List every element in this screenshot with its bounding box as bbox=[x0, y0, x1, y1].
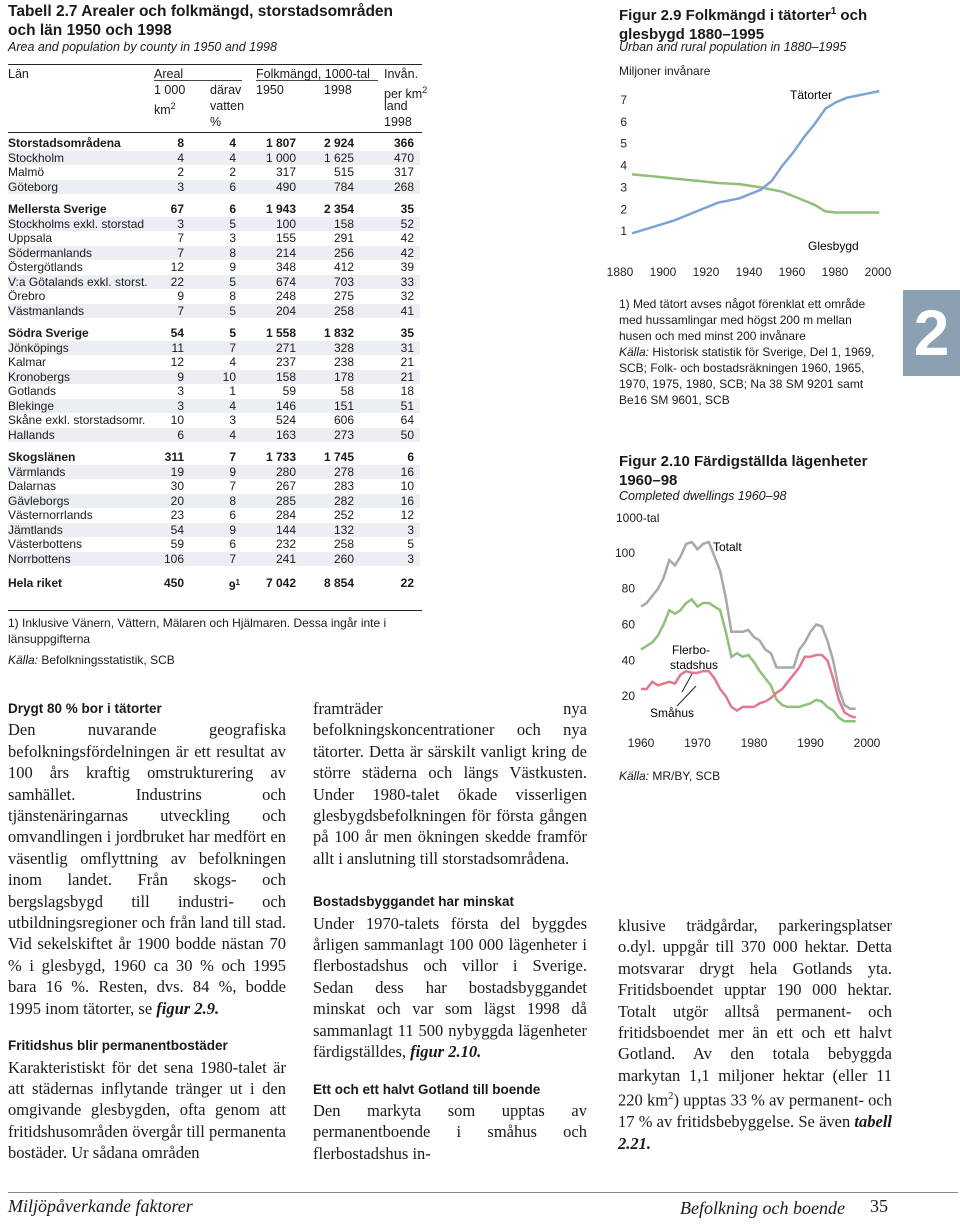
cell-v: 9 bbox=[229, 464, 236, 479]
cell-a: 54 bbox=[170, 326, 184, 340]
cell-lan: Skogslänen bbox=[8, 450, 76, 464]
table-row bbox=[8, 384, 420, 399]
cell-d: 64 bbox=[400, 413, 414, 427]
header-lan: Län bbox=[8, 67, 29, 81]
cell-p98: 1 745 bbox=[323, 450, 354, 464]
cell-a: 30 bbox=[170, 479, 184, 493]
cell-a: 23 bbox=[170, 508, 184, 522]
table-row bbox=[8, 508, 420, 523]
cell-v: 9 bbox=[229, 260, 236, 274]
header-vatten: vatten bbox=[210, 99, 245, 113]
header-1998: 1998 bbox=[324, 83, 352, 97]
cell-p50: 317 bbox=[275, 165, 296, 179]
cell-p98: 58 bbox=[340, 384, 354, 398]
cell-v: 5 bbox=[229, 274, 236, 289]
cell-p98: 1 625 bbox=[323, 150, 354, 165]
cell-d: 16 bbox=[400, 493, 414, 508]
cell-p50: 524 bbox=[275, 413, 296, 427]
header-1950: 1950 bbox=[256, 83, 284, 97]
cell-v: 10 bbox=[222, 369, 236, 384]
cell-d: 366 bbox=[393, 136, 414, 150]
cell-p50: 155 bbox=[275, 231, 296, 245]
page-number: 35 bbox=[870, 1196, 888, 1216]
cell-a: 59 bbox=[170, 537, 184, 551]
cell-d: 33 bbox=[400, 274, 414, 289]
header-km2: $km^2$ bbox=[154, 101, 176, 118]
footer-right: Befolkning och boende bbox=[680, 1198, 845, 1218]
cell-p98: 132 bbox=[333, 522, 354, 537]
table-row-summary bbox=[8, 576, 420, 591]
table-row bbox=[8, 151, 420, 166]
cell-v: 7 bbox=[229, 340, 236, 355]
fig29-ylabel: Miljoner invånare bbox=[619, 64, 711, 78]
cell-d: 6 bbox=[407, 450, 414, 464]
header-folkmangd: Folkmängd, 1000-tal bbox=[256, 67, 370, 81]
cell-p50: 241 bbox=[275, 551, 296, 566]
cell-p50: 7 042 bbox=[265, 576, 296, 590]
table-row bbox=[8, 465, 420, 480]
cell-lan: Västmanlands bbox=[8, 303, 85, 318]
cell-lan: Malmö bbox=[8, 165, 45, 179]
cell-d: 51 bbox=[400, 398, 414, 413]
cell-p50: 1 733 bbox=[265, 450, 296, 464]
table-row-summary bbox=[8, 326, 420, 341]
cell-v: 4 bbox=[229, 427, 236, 442]
cell-d: 42 bbox=[400, 231, 414, 245]
table-row bbox=[8, 479, 420, 494]
cell-lan: Gävleborgs bbox=[8, 493, 70, 508]
cell-lan: Stockholms exkl. storstad bbox=[8, 216, 145, 231]
fig210-ytick-label: 40 bbox=[621, 653, 635, 668]
cell-a: 3 bbox=[177, 384, 184, 398]
cell-a: 311 bbox=[164, 450, 184, 464]
cell-v: 3 bbox=[229, 413, 236, 427]
fig210-xtick-label: 1970 bbox=[684, 736, 711, 750]
fig210-xtick-label: 1960 bbox=[627, 736, 655, 750]
table-row bbox=[8, 289, 420, 304]
fig210-xtick-label: 2000 bbox=[853, 736, 881, 750]
cell-p50: 1 558 bbox=[265, 326, 296, 340]
table-footnote: 1) Inklusive Vänern, Vättern, Mälaren och Hjälmaren. Dessa ingår inte i länsuppgifterna bbox=[8, 616, 387, 646]
cell-lan: Stockholm bbox=[8, 150, 65, 165]
cell-lan: Skåne exkl. storstadsomr. bbox=[8, 413, 146, 427]
table-row bbox=[8, 180, 420, 195]
cell-lan: Dalarnas bbox=[8, 479, 57, 493]
totalt-label: Totalt bbox=[713, 540, 742, 554]
fig29-xtick-label: 1880 bbox=[606, 265, 634, 279]
cell-p50: 237 bbox=[275, 355, 296, 369]
table-row bbox=[8, 217, 420, 232]
table-row bbox=[8, 399, 420, 414]
cell-v: 6 bbox=[229, 179, 236, 194]
cell-d: 3 bbox=[407, 551, 414, 566]
fig29-source: Källa: Historisk statistik för Sverige, Del 1, 1969, SCB; Folk- och bostadsräkningen 1960, 1965, 1970, 1975, 1980, SCB; Na 38 SM 9201 samt Be16 SM 9601, SCB bbox=[619, 345, 875, 407]
table-row-summary bbox=[8, 202, 420, 217]
fig29-ytick-label: 1 bbox=[620, 224, 627, 239]
cell-lan: Norrbottens bbox=[8, 551, 71, 566]
cell-v: 8 bbox=[229, 245, 236, 260]
fig29-title: Figur 2.9 Folkmängd i tätorter$^1$ och glesbygd 1880–1995 bbox=[619, 6, 868, 43]
cell-v: 4 bbox=[229, 136, 236, 150]
cell-p50: 1 943 bbox=[265, 202, 296, 216]
fig210-ylabel: 1000-tal bbox=[616, 511, 660, 525]
cell-p98: 1 832 bbox=[323, 326, 354, 340]
cell-a: 7 bbox=[177, 245, 184, 260]
cell-a: 106 bbox=[163, 551, 184, 566]
cell-p50: 204 bbox=[275, 303, 296, 318]
cell-d: 31 bbox=[400, 340, 414, 355]
table-row bbox=[8, 552, 420, 567]
cell-p50: 348 bbox=[275, 260, 296, 274]
table-row bbox=[8, 494, 420, 509]
cell-p98: 275 bbox=[333, 289, 354, 303]
cell-v: 5 bbox=[229, 216, 236, 231]
cell-d: 42 bbox=[400, 245, 414, 260]
cell-a: 7 bbox=[177, 303, 184, 318]
flerbostadshus-label-1: Flerbo- bbox=[672, 643, 711, 657]
table-top-rule bbox=[8, 64, 422, 65]
head-gotland: Ett och ett halvt Gotland till boende bbox=[313, 1081, 541, 1097]
cell-p98: 282 bbox=[333, 493, 354, 508]
fig210-chart bbox=[612, 526, 902, 758]
cell-p50: 284 bbox=[275, 508, 296, 522]
cell-d: 35 bbox=[400, 202, 414, 216]
text-col2: framträder nya befolkningskoncentrationer och nya tätorter. Detta är särskilt vanligt kring de större städerna och längs Västkusten. Under 1980-talet ökade visserligen glesbygdsbefolkningen för första gången på 100 år men ökningen skedde framför allt i anslutning till storstadsområdena. Bostadsbyggandet har minskat Under 1970-talets första del byggdes årligen sammanlagt 100 000 lägenheter i flerbostadshus och villor i Sverige. Sedan dess har bostadsbyggandet minskat och var som lägst 1998 då sammanlagt 11 500 nybyggda lägenheter färdigställdes, figur 2.10. Ett och ett halvt Gotland till boende Den markyta som upptas av permanentboende i småhus och flerbostadshus in- bbox=[313, 699, 587, 1163]
cell-lan: Gotlands bbox=[8, 384, 57, 398]
header-areal-unit: 1 000 bbox=[154, 83, 186, 97]
cell-v: 9 bbox=[229, 522, 236, 537]
cell-p98: 151 bbox=[333, 398, 354, 413]
cell-a: 9 bbox=[177, 289, 184, 303]
fig210-xtick-label: 1980 bbox=[740, 736, 768, 750]
cell-lan: Värmlands bbox=[8, 464, 66, 479]
cell-lan: Kronobergs bbox=[8, 369, 71, 384]
cell-v: $9^1$ bbox=[228, 578, 240, 593]
cell-d: 35 bbox=[400, 326, 414, 340]
fig29-ytick-label: 5 bbox=[620, 136, 627, 151]
cell-p50: 214 bbox=[275, 245, 296, 260]
table-bottom-rule bbox=[8, 610, 422, 611]
cell-lan: Västernorrlands bbox=[8, 508, 93, 522]
cell-a: 450 bbox=[163, 576, 184, 590]
cell-p50: 163 bbox=[275, 427, 296, 442]
fig210-ytick-label: 20 bbox=[621, 689, 635, 704]
fig29-ytick-label: 7 bbox=[620, 92, 627, 107]
cell-p98: 258 bbox=[333, 303, 354, 318]
fig210-source: Källa: MR/BY, SCB bbox=[619, 769, 721, 783]
cell-lan: V:a Götalands exkl. storst. bbox=[8, 274, 148, 289]
cell-p98: 278 bbox=[333, 464, 354, 479]
table-row bbox=[8, 537, 420, 552]
cell-v: 1 bbox=[229, 384, 236, 398]
text-col1: Drygt 80 % bor i tätorter Den nuvarande geografiska befolkningsfördelningen är ett resultat av 100 års kraftig omstrukturering av samhället. Industrins och tjänstenäringarnas utveckling och omvandlingen i jordbruket har medfört en väsentlig omflyttning av befolkningen inom landet. Från skogs- och bergslagsbygd till industri- och utbildningsregioner och från land till stad. Vid sekelskiftet år 1900 bodde nästan 70 % i glesbygd, 1960 ca 30 % och 1995 bara 16 %. Resten, dvs. 84 %, bodde 1995 inom tätorter, se figur 2.9. Fritidshus blir permanentbostäder Karakteristiskt för det sena 1980-talet är att städernas inflytande tränger ut i den omgivande glesbygden, ofta genom att fritidshusområden övergår till permanenta bostäder. Ur sådana områden bbox=[8, 698, 286, 1164]
cell-d: 21 bbox=[400, 355, 414, 369]
cell-p98: 252 bbox=[333, 508, 354, 522]
glesbygd-line bbox=[632, 174, 879, 212]
cell-p50: 158 bbox=[275, 369, 296, 384]
cell-p50: 280 bbox=[275, 464, 296, 479]
fig210-ytick-label: 60 bbox=[621, 617, 635, 632]
table-row bbox=[8, 523, 420, 538]
cell-p50: 146 bbox=[275, 398, 296, 413]
cell-v: 7 bbox=[229, 551, 236, 566]
cell-d: 52 bbox=[400, 216, 414, 231]
head-fritidshus: Fritidshus blir permanentbostäder bbox=[8, 1038, 228, 1054]
cell-p50: 490 bbox=[275, 179, 296, 194]
table-row bbox=[8, 231, 420, 246]
cell-lan: Hallands bbox=[8, 427, 55, 442]
cell-a: 7 bbox=[177, 231, 184, 245]
table-row-summary bbox=[8, 450, 420, 465]
cell-lan: Västerbottens bbox=[8, 537, 83, 551]
cell-a: 22 bbox=[170, 274, 184, 289]
cell-p98: 158 bbox=[333, 216, 354, 231]
cell-p50: 267 bbox=[275, 479, 296, 493]
header-land: land bbox=[384, 99, 408, 113]
cell-d: 22 bbox=[400, 576, 414, 590]
cell-v: 5 bbox=[229, 303, 236, 318]
cell-lan: Jämtlands bbox=[8, 522, 63, 537]
fig29-xtick-label: 2000 bbox=[864, 265, 892, 279]
flerbostadshus-pointer bbox=[682, 674, 692, 692]
cell-a: 2 bbox=[177, 165, 184, 179]
cell-a: 3 bbox=[177, 179, 184, 194]
fig29-subtitle: Urban and rural population in 1880–1995 bbox=[619, 40, 847, 54]
cell-lan: Södra Sverige bbox=[8, 326, 89, 340]
cell-lan: Örebro bbox=[8, 289, 46, 303]
fig29-ytick-label: 2 bbox=[620, 202, 627, 217]
cell-v: 3 bbox=[229, 231, 236, 245]
table-row-summary bbox=[8, 136, 420, 151]
cell-p98: 606 bbox=[333, 413, 354, 427]
cell-v: 7 bbox=[229, 450, 236, 464]
fig29-ytick-label: 4 bbox=[620, 158, 627, 173]
cell-lan: Storstadsområdena bbox=[8, 136, 121, 150]
cell-a: 12 bbox=[170, 355, 184, 369]
fig29-ytick-label: 6 bbox=[620, 114, 627, 129]
cell-v: 4 bbox=[229, 398, 236, 413]
table-row bbox=[8, 165, 420, 180]
cell-p98: 515 bbox=[333, 165, 354, 179]
cell-lan: Göteborg bbox=[8, 179, 59, 194]
cell-p50: 144 bbox=[275, 522, 296, 537]
cell-p98: 291 bbox=[333, 231, 354, 245]
cell-a: 3 bbox=[177, 216, 184, 231]
table-row bbox=[8, 355, 420, 370]
fig29-ytick-label: 3 bbox=[620, 180, 627, 195]
cell-p50: 59 bbox=[282, 384, 296, 398]
cell-p98: 703 bbox=[333, 274, 354, 289]
cell-d: 16 bbox=[400, 464, 414, 479]
cell-d: 32 bbox=[400, 289, 414, 303]
fig29-chart bbox=[606, 78, 902, 284]
cell-p98: 784 bbox=[333, 179, 354, 194]
fig29-xtick-label: 1960 bbox=[778, 265, 806, 279]
header-perkm2: per $km^2$ bbox=[384, 85, 428, 102]
cell-p50: 674 bbox=[275, 274, 296, 289]
header-1998b: 1998 bbox=[384, 115, 412, 129]
cell-a: 12 bbox=[170, 260, 184, 274]
glesbygd-label: Glesbygd bbox=[808, 239, 859, 253]
cell-p50: 100 bbox=[275, 216, 296, 231]
table-row bbox=[8, 275, 420, 290]
cell-lan: Södermanlands bbox=[8, 245, 93, 260]
cell-lan: Östergötlands bbox=[8, 260, 83, 274]
cell-d: 39 bbox=[400, 260, 414, 274]
cell-a: 67 bbox=[170, 202, 184, 216]
cell-a: 8 bbox=[177, 136, 184, 150]
cell-lan: Uppsala bbox=[8, 231, 53, 245]
cell-v: 6 bbox=[229, 202, 236, 216]
fig29-xtick-label: 1940 bbox=[735, 265, 763, 279]
fig29-xtick-label: 1900 bbox=[649, 265, 677, 279]
cell-p50: 1 807 bbox=[265, 136, 296, 150]
fig210-subtitle: Completed dwellings 1960–98 bbox=[619, 489, 787, 503]
table-row bbox=[8, 246, 420, 261]
cell-d: 3 bbox=[407, 522, 414, 537]
fig29-xtick-label: 1920 bbox=[692, 265, 720, 279]
table-row bbox=[8, 341, 420, 356]
cell-p98: 258 bbox=[333, 537, 354, 551]
header-pct: % bbox=[210, 115, 222, 129]
cell-p98: 178 bbox=[333, 369, 354, 384]
flerbostadshus-label-2: stadshus bbox=[670, 658, 719, 672]
fig210-ytick-label: 80 bbox=[621, 581, 635, 596]
cell-v: 8 bbox=[229, 493, 236, 508]
cell-a: 10 bbox=[170, 413, 184, 427]
cell-p98: 2 924 bbox=[323, 136, 354, 150]
cell-v: 5 bbox=[229, 326, 236, 340]
cell-v: 6 bbox=[229, 537, 236, 551]
cell-p98: 2 354 bbox=[323, 202, 354, 216]
table-row bbox=[8, 428, 420, 443]
cell-lan: Jönköpings bbox=[8, 340, 69, 355]
cell-d: 50 bbox=[400, 427, 414, 442]
cell-p98: 412 bbox=[333, 260, 354, 274]
cell-p50: 232 bbox=[275, 537, 296, 551]
smahus-label: Småhus bbox=[650, 706, 695, 720]
cell-p98: 328 bbox=[333, 340, 354, 355]
header-darav: därav bbox=[210, 83, 242, 97]
cell-a: 11 bbox=[171, 340, 184, 355]
cell-p50: 1 000 bbox=[265, 150, 296, 165]
cell-p98: 273 bbox=[333, 427, 354, 442]
table-source: Källa: Befolkningsstatistik, SCB bbox=[8, 653, 175, 667]
footer-rule bbox=[8, 1192, 958, 1193]
table-header-rule bbox=[8, 132, 422, 133]
cell-d: 18 bbox=[400, 384, 414, 398]
header-invan: Invån. bbox=[384, 67, 419, 81]
footer-left: Miljöpåverkande faktorer bbox=[8, 1196, 193, 1216]
cell-p98: 238 bbox=[333, 355, 354, 369]
cell-d: 317 bbox=[393, 165, 414, 179]
cell-v: 4 bbox=[229, 355, 236, 369]
table-title: Tabell 2.7 Arealer och folkmängd, storstadsområden och län 1950 och 1998 bbox=[8, 3, 394, 39]
cell-a: 54 bbox=[170, 522, 184, 537]
cell-p98: 283 bbox=[333, 479, 354, 493]
cell-lan: Kalmar bbox=[8, 355, 47, 369]
table-row bbox=[8, 260, 420, 275]
fig210-title: Figur 2.10 Färdigställda lägenheter 1960–98 bbox=[619, 453, 868, 489]
table-row bbox=[8, 413, 420, 428]
cell-d: 5 bbox=[407, 537, 414, 551]
header-areal: Areal bbox=[154, 67, 184, 81]
cell-a: 3 bbox=[177, 398, 184, 413]
tatorter-label: Tätorter bbox=[790, 88, 833, 102]
chapter-tab: 2 bbox=[903, 290, 960, 376]
cell-p98: 8 854 bbox=[323, 576, 354, 590]
cell-v: 4 bbox=[229, 150, 236, 165]
fig29-xtick-label: 1980 bbox=[821, 265, 849, 279]
cell-p50: 248 bbox=[275, 289, 296, 303]
cell-d: 268 bbox=[393, 179, 414, 194]
table-row bbox=[8, 370, 420, 385]
smahus-pointer bbox=[677, 686, 696, 706]
cell-a: 6 bbox=[177, 427, 184, 442]
cell-lan: Hela riket bbox=[8, 576, 63, 590]
cell-d: 41 bbox=[400, 303, 414, 318]
fig210-xtick-label: 1990 bbox=[797, 736, 824, 750]
fig210-ytick-label: 100 bbox=[614, 545, 635, 560]
cell-v: 2 bbox=[229, 165, 236, 179]
cell-p98: 256 bbox=[333, 245, 354, 260]
cell-p50: 271 bbox=[275, 340, 296, 355]
cell-d: 12 bbox=[400, 508, 414, 522]
cell-v: 6 bbox=[229, 508, 236, 522]
head-drygt80: Drygt 80 % bor i tätorter bbox=[8, 701, 162, 716]
cell-lan: Mellersta Sverige bbox=[8, 202, 107, 216]
cell-a: 4 bbox=[177, 150, 184, 165]
cell-a: 19 bbox=[170, 464, 184, 479]
cell-v: 8 bbox=[229, 289, 236, 303]
cell-a: 9 bbox=[177, 369, 184, 384]
cell-d: 21 bbox=[400, 369, 414, 384]
cell-p50: 285 bbox=[275, 493, 296, 508]
text-col3: klusive trädgårdar, parkeringsplatser o.dyl. uppgår till 370 000 hektar. Detta motsvarar drygt hela Gotlands yta. Fritidsboendet upptar 190 000 hektar. Totalt utgör alltså permanent- och fritidsboendet mer än ett och ett halvt Gotland. Av den totala bebyggda markytan 1,1 miljoner hektar (eller 11 220 $km^2$) upptas 33 % av permanent- och 17 % av fritidsbebyggelse. Se även tabell 2.21. bbox=[618, 916, 892, 1153]
table-row bbox=[8, 304, 420, 319]
cell-d: 470 bbox=[393, 150, 414, 165]
cell-v: 7 bbox=[229, 479, 236, 493]
cell-a: 20 bbox=[170, 493, 184, 508]
head-bostadsbyggandet: Bostadsbyggandet har minskat bbox=[313, 894, 515, 910]
cell-d: 10 bbox=[400, 479, 414, 493]
cell-p98: 260 bbox=[333, 551, 354, 566]
fig29-footnote: 1) Med tätort avses något förenklat ett område med hussamlingar med högst 200 m mellan husen och med minst 200 invånare bbox=[619, 297, 866, 343]
table-subtitle: Area and population by county in 1950 and 1998 bbox=[8, 40, 277, 54]
cell-lan: Blekinge bbox=[8, 398, 55, 413]
